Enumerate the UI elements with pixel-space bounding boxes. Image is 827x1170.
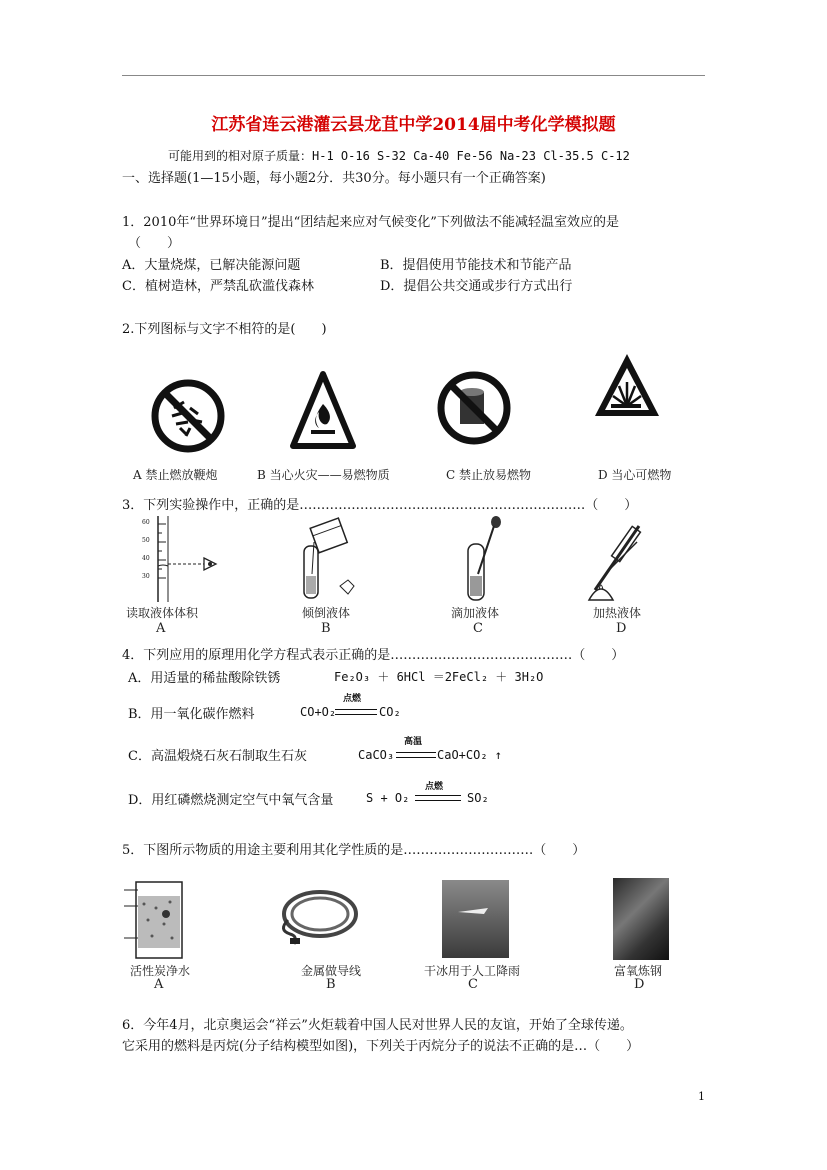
header-rule — [122, 75, 705, 76]
q2-stem: 2.下列图标与文字不相符的是( ) — [122, 322, 327, 337]
q4-b-products: CO₂ — [379, 705, 401, 719]
explosive-warning-icon — [593, 352, 661, 420]
q4-stem: 4．下列应用的原理用化学方程式表示正确的是……………………………………（ ） — [122, 648, 625, 663]
q5-caption-d: 富氧炼钢 — [614, 964, 663, 978]
q3-caption-b: 倾倒液体 — [302, 606, 351, 620]
q1-blank: （ ） — [128, 236, 181, 251]
q4-c-equals — [396, 752, 436, 758]
q4-c-reactants: CaCO₃ — [358, 748, 395, 762]
page-title: 江苏省连云港灌云县龙苴中学2014届中考化学模拟题 — [211, 115, 616, 135]
q3-stem: 3．下列实验操作中，正确的是…………………………………………………………（ ） — [122, 498, 638, 513]
pouring-liquid-diagram — [290, 516, 370, 600]
q6-line-2: 它采用的燃料是丙烷(分子结构模型如图)，下列关于丙烷分子的说法不正确的是…（ ） — [122, 1039, 640, 1054]
q4-c-condition: 高温 — [404, 737, 423, 747]
q3-caption-a: 读取液体体积 — [126, 606, 199, 620]
q4-b-condition: 点燃 — [343, 694, 362, 704]
q1-stem: 1．2010年“世界环境日”提出“团结起来应对气候变化”下列做法不能减轻温室效应的是 — [122, 215, 619, 230]
q6-line-1: 6．今年4月，北京奥运会“祥云”火炬载着中国人民对世界人民的友谊，开始了全球传递。 — [122, 1018, 633, 1033]
atomic-masses: 可能用到的相对原子质量：H-1 O-16 S-32 Ca-40 Fe-56 Na-23 Cl-35.5 C-12 — [168, 149, 630, 163]
q2-caption-d: D 当心可燃物 — [598, 468, 672, 482]
heating-liquid-diagram — [585, 520, 665, 604]
q5-letter-b: B — [326, 977, 336, 992]
flammable-warning-icon — [289, 370, 357, 452]
q5-caption-c: 干冰用于人工降雨 — [424, 964, 521, 978]
activated-carbon-filter-image — [122, 876, 192, 962]
q1-option-c: C．植树造林，严禁乱砍滥伐森林 — [122, 279, 314, 294]
q3-letter-d: D — [616, 621, 627, 636]
q5-caption-b: 金属做导线 — [301, 964, 362, 978]
q3-caption-c: 滴加液体 — [451, 606, 500, 620]
oxygen-steelmaking-photo — [613, 878, 669, 960]
tick-30: 30 — [142, 573, 150, 580]
q1-option-b: B．提倡使用节能技术和节能产品 — [380, 258, 572, 273]
no-firecrackers-icon — [150, 378, 226, 454]
q3-caption-d: 加热液体 — [593, 606, 642, 620]
q3-letter-c: C — [473, 621, 483, 636]
tick-60: 60 — [142, 519, 150, 526]
q3-letter-b: B — [321, 621, 331, 636]
q4-c-products: CaO+CO₂ ↑ — [437, 748, 503, 762]
q4-b-reactants: CO+O₂ — [300, 705, 337, 719]
q4-option-b: B．用一氧化碳作燃料 — [128, 707, 255, 722]
graduated-cylinder-diagram — [140, 514, 240, 604]
q4-equation-a: Fe₂O₃ ＋ 6HCl ＝2FeCl₂ ＋ 3H₂O — [334, 670, 544, 684]
tick-50: 50 — [142, 537, 150, 544]
q4-option-a: A．用适量的稀盐酸除铁锈 — [128, 671, 281, 686]
q3-letter-a: A — [156, 621, 166, 636]
q4-d-equals — [415, 795, 461, 801]
metal-wire-image — [268, 884, 362, 954]
q4-d-condition: 点燃 — [425, 782, 444, 792]
q1-option-d: D．提倡公共交通或步行方式出行 — [380, 279, 573, 294]
q4-d-reactants: S + O₂ — [366, 791, 410, 805]
q5-letter-c: C — [468, 977, 478, 992]
q5-letter-d: D — [634, 977, 645, 992]
dropper-diagram — [454, 514, 504, 604]
tick-40: 40 — [142, 555, 150, 562]
no-flammables-icon — [436, 370, 512, 446]
q4-d-products: SO₂ — [467, 791, 489, 805]
q4-option-d: D．用红磷燃烧测定空气中氧气含量 — [128, 793, 334, 808]
q4-option-c: C．高温煅烧石灰石制取生石灰 — [128, 749, 307, 764]
page-number: 1 — [698, 1090, 705, 1103]
q1-option-a: A．大量烧煤，已解决能源问题 — [122, 258, 301, 273]
q5-caption-a: 活性炭净水 — [130, 964, 191, 978]
q2-caption-a: A 禁止燃放鞭炮 — [133, 468, 218, 482]
q5-letter-a: A — [154, 977, 164, 992]
section-heading: 一、选择题(1—15小题，每小题2分．共30分。每小题只有一个正确答案) — [122, 171, 546, 186]
q4-b-equals — [335, 709, 377, 715]
q5-stem: 5．下图所示物质的用途主要利用其化学性质的是…………………………（ ） — [122, 843, 586, 858]
airplane-icon — [442, 880, 509, 958]
q2-caption-b: B 当心火灾——易燃物质 — [257, 468, 390, 482]
q2-caption-c: C 禁止放易燃物 — [446, 468, 531, 482]
